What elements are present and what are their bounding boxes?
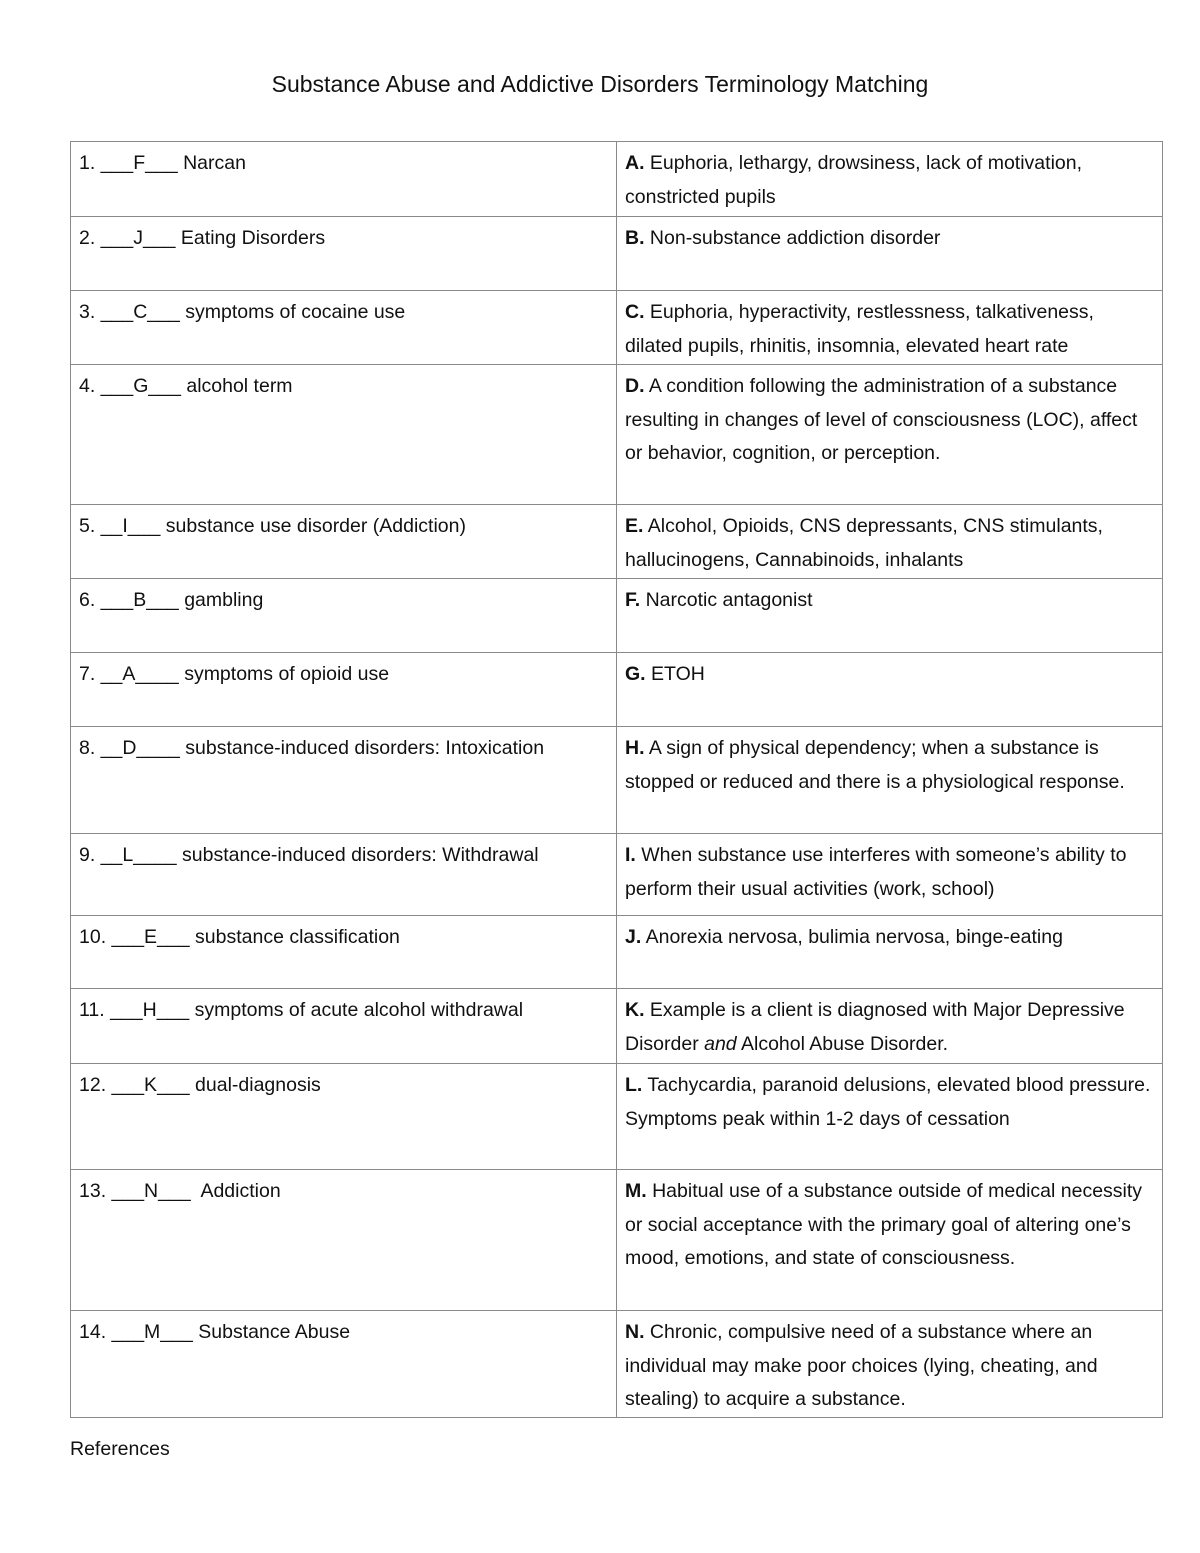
answer-blank: __A____ — [95, 663, 185, 685]
term-cell — [71, 727, 617, 834]
term-number: 14. — [79, 1321, 107, 1343]
definition-letter: C. — [625, 301, 645, 323]
definition-text: A sign of physical dependency; when a substance is stopped or reduced and there is a physiological response. — [625, 737, 1125, 793]
term-cell — [71, 834, 617, 916]
definition-letter: F. — [625, 589, 641, 611]
term-text: symptoms of opioid use — [184, 663, 390, 685]
definition-cell — [617, 1311, 1163, 1418]
answer-blank: ___M___ — [106, 1321, 199, 1343]
definition-text: Alcohol Abuse Disorder. — [736, 1032, 949, 1055]
definition-cell — [617, 834, 1163, 916]
term-cell — [71, 142, 617, 217]
page-title: Substance Abuse and Addictive Disorders Terminology Matching — [271, 71, 929, 97]
table-row — [71, 142, 1163, 217]
definition-letter: M. — [625, 1180, 647, 1202]
term-number: 8. — [79, 737, 96, 759]
term-number: 13. — [79, 1180, 107, 1202]
definition-cell — [617, 505, 1163, 579]
definition-text: A condition following the administration of a substance resulting in changes of level of consciousness (LOC), affect or behavior, cognition, or perception. — [625, 375, 1138, 464]
definition-cell — [617, 1064, 1163, 1170]
answer-blank: __I___ — [95, 515, 166, 537]
matching-table-body — [71, 142, 1163, 1418]
definition-letter: A. — [625, 152, 645, 174]
table-row — [71, 1064, 1163, 1170]
definition-cell — [617, 291, 1163, 365]
definition-letter: B. — [625, 227, 645, 249]
answer-blank: __D____ — [95, 737, 186, 759]
table-row — [71, 291, 1163, 365]
term-cell — [71, 505, 617, 579]
table-row — [71, 653, 1163, 727]
definition-text: Euphoria, hyperactivity, restlessness, talkativeness, dilated pupils, rhinitis, insomnia, elevated heart rate — [625, 301, 1094, 357]
answer-blank: ___H___ — [104, 999, 195, 1021]
term-cell — [71, 1311, 617, 1418]
definition-cell — [617, 217, 1163, 291]
term-text: symptoms of acute alcohol withdrawal — [194, 999, 524, 1021]
table-row — [71, 727, 1163, 834]
term-text: dual-diagnosis — [195, 1074, 321, 1096]
term-number: 10. — [79, 926, 107, 948]
definition-cell — [617, 365, 1163, 505]
definition-text: ETOH — [645, 663, 705, 685]
term-text: symptoms of cocaine use — [185, 301, 406, 323]
definition-letter: E. — [625, 515, 644, 537]
definition-text: Example is a client is diagnosed with Major Depressive Disorder — [625, 999, 1125, 1055]
definition-letter: L. — [625, 1074, 643, 1096]
table-row — [71, 916, 1163, 989]
definition-text: Alcohol, Opioids, CNS depressants, CNS stimulants, hallucinogens, Cannabinoids, inhalants — [625, 515, 1103, 571]
definition-text-italic: and — [704, 1032, 737, 1055]
definition-text: Narcotic antagonist — [640, 589, 813, 611]
table-row — [71, 1311, 1163, 1418]
definition-text: Tachycardia, paranoid delusions, elevated blood pressure. Symptoms peak within 1-2 days of cessation — [625, 1074, 1151, 1130]
definition-text: Anorexia nervosa, bulimia nervosa, binge-eating — [641, 926, 1063, 948]
term-number: 12. — [79, 1074, 107, 1096]
definition-letter: K. — [625, 999, 645, 1021]
definition-letter: J. — [625, 926, 642, 948]
definition-text: Non-substance addiction disorder — [644, 227, 941, 249]
table-row — [71, 217, 1163, 291]
definition-text: Euphoria, lethargy, drowsiness, lack of motivation, constricted pupils — [625, 152, 1083, 208]
term-cell — [71, 579, 617, 653]
definition-cell — [617, 653, 1163, 727]
term-text: substance use disorder (Addiction) — [165, 515, 466, 537]
term-cell — [71, 217, 617, 291]
definition-text: When substance use interferes with someone’s ability to perform their usual activities (work, school) — [625, 844, 1127, 900]
definition-text: Chronic, compulsive need of a substance where an individual may make poor choices (lying, cheating, and stealing) to acquire a substance. — [625, 1321, 1098, 1410]
term-text: Narcan — [183, 152, 246, 174]
term-cell — [71, 291, 617, 365]
definition-letter: G. — [625, 663, 646, 685]
answer-blank: ___N___ — [106, 1180, 201, 1202]
term-number: 4. — [79, 375, 96, 397]
term-text: substance-induced disorders: Withdrawal — [182, 844, 539, 866]
references-label: References — [70, 1438, 170, 1460]
term-number: 2. — [79, 227, 96, 249]
definition-cell — [617, 142, 1163, 217]
answer-blank: __L____ — [95, 844, 183, 866]
table-row — [71, 365, 1163, 505]
table-row — [71, 989, 1163, 1064]
term-text: Substance Abuse — [198, 1321, 351, 1343]
table-row — [71, 579, 1163, 653]
term-text: gambling — [184, 589, 264, 611]
term-text: Addiction — [200, 1180, 281, 1202]
definition-letter: N. — [625, 1321, 645, 1343]
answer-blank: ___C___ — [95, 301, 186, 323]
definition-letter: I. — [625, 844, 636, 866]
answer-blank: ___J___ — [95, 227, 181, 249]
answer-blank: ___B___ — [95, 589, 185, 611]
term-cell — [71, 1170, 617, 1311]
term-text: substance classification — [195, 926, 400, 948]
term-cell — [71, 916, 617, 989]
term-text: alcohol term — [186, 375, 293, 397]
term-number: 7. — [79, 663, 96, 685]
definition-text: Habitual use of a substance outside of medical necessity or social acceptance with the primary goal of altering one’s mood, emotions, and state of consciousness. — [625, 1180, 1143, 1269]
term-number: 1. — [79, 152, 96, 174]
answer-blank: ___K___ — [106, 1074, 196, 1096]
definition-cell — [617, 916, 1163, 989]
matching-table — [70, 141, 1163, 1418]
term-number: 9. — [79, 844, 96, 866]
term-number: 5. — [79, 515, 96, 537]
definition-cell — [617, 989, 1163, 1064]
term-number: 11. — [79, 999, 105, 1021]
term-cell — [71, 653, 617, 727]
definition-cell — [617, 1170, 1163, 1311]
term-cell — [71, 1064, 617, 1170]
term-number: 6. — [79, 589, 96, 611]
table-row — [71, 1170, 1163, 1311]
table-row — [71, 505, 1163, 579]
answer-blank: ___G___ — [95, 375, 187, 397]
answer-blank: ___E___ — [106, 926, 196, 948]
term-text: Eating Disorders — [180, 227, 326, 249]
answer-blank: ___F___ — [95, 152, 184, 174]
definition-cell — [617, 579, 1163, 653]
table-row — [71, 834, 1163, 916]
definition-letter: H. — [625, 737, 645, 759]
term-cell — [71, 989, 617, 1064]
term-text: substance-induced disorders: Intoxication — [185, 737, 545, 759]
definition-letter: D. — [625, 375, 645, 397]
term-number: 3. — [79, 301, 96, 323]
definition-cell — [617, 727, 1163, 834]
term-cell — [71, 365, 617, 505]
